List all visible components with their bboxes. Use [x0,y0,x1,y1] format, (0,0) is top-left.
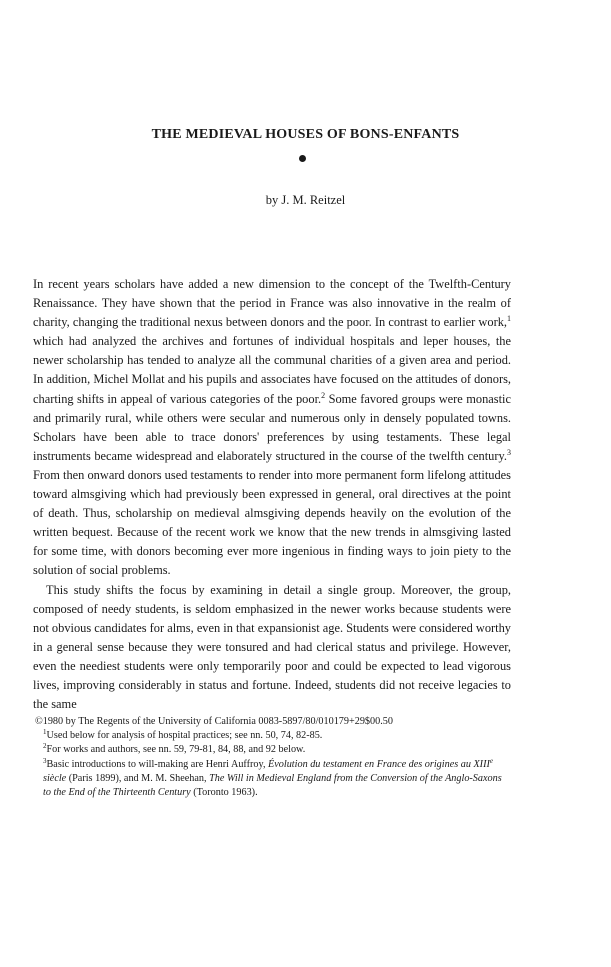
footnote-3: $^3$Basic introductions to will-making are Henri Auffroy, Évolution du testament en France des origines au XIIIe siècle (Paris 1899), and M. M. Sheehan, The Will in Medieval England from the Conversion of the Anglo-Saxons to the End of the Thirteenth Century (Toronto 1963). [43,756,502,799]
body-paragraph-1: In recent years scholars have added a new dimension to the concept of the Twelfth-Century Renaissance. They have shown that the period in France was also innovative in the realm of charity, changing the traditional nexus between donors and the poor. In contrast to earlier work,$^1$ which had analyzed the archives and fortunes of individual hospitals and leper houses, the newer scholarship has tended to analyze all the communal charities of a given area and period. In addition, Michel Mollat and his pupils and associates have focused on the attitudes of donors, charting shifts in appeal of various categories of the poor.$^2$ Some favored groups were monastic and primarily rural, while others were secular and numerous only in densely populated towns. Scholars have been able to trace donors' preferences by using testaments. These legal instruments became widespread and elaborately structured in the course of the twelfth century.$^3$ From then onward donors used testaments to render into more permanent form lifelong attitudes toward almsgiving which had previously been expressed in general, oral directives at the point of death. Thus, scholarship on medieval almsgiving depends heavily on the evolution of the written bequest. Because of the recent work we know that the new trends in almsgiving lasted for some time, with donors becoming ever more ingenious in finding ways to join piety to the solution of social problems. [33,277,511,578]
article-title: THE MEDIEVAL HOUSES OF BONS-ENFANTS [151,127,460,142]
copyright-line: ©1980 by The Regents of the University of California 0083-5897/80/010179+29$00.50 [35,716,393,727]
body-paragraph-2: This study shifts the focus by examining in detail a single group. Moreover, the group, composed of needy students, is seldom emphasized in the newer works because students were not obvious candidates for alms, even in that expansionist age. Students were considered worthy in a general sense because they were tonsured and had clerical status and privilege. However, even the neediest students were only temporarily poor and could be expected to lead vigorous lives, improving considerably in status and fortune. Indeed, students did not receive legacies to the same [33,582,511,712]
footnote-2: $^2$For works and authors, see nn. 59, 79-81, 84, 88, and 92 below. [43,742,306,756]
footnote-1: $^1$Used below for analysis of hospital practices; see nn. 50, 74, 82-85. [43,728,323,742]
footnote-ref-3: 3 [507,447,511,457]
article-body [33,275,511,714]
footnote-ref-1: 1 [507,314,511,324]
footnotes [35,715,510,800]
article-author: by J. M. Reitzel [265,193,346,207]
title-ornament-dot [299,155,306,162]
footnote-ref-2: 2 [321,390,326,400]
